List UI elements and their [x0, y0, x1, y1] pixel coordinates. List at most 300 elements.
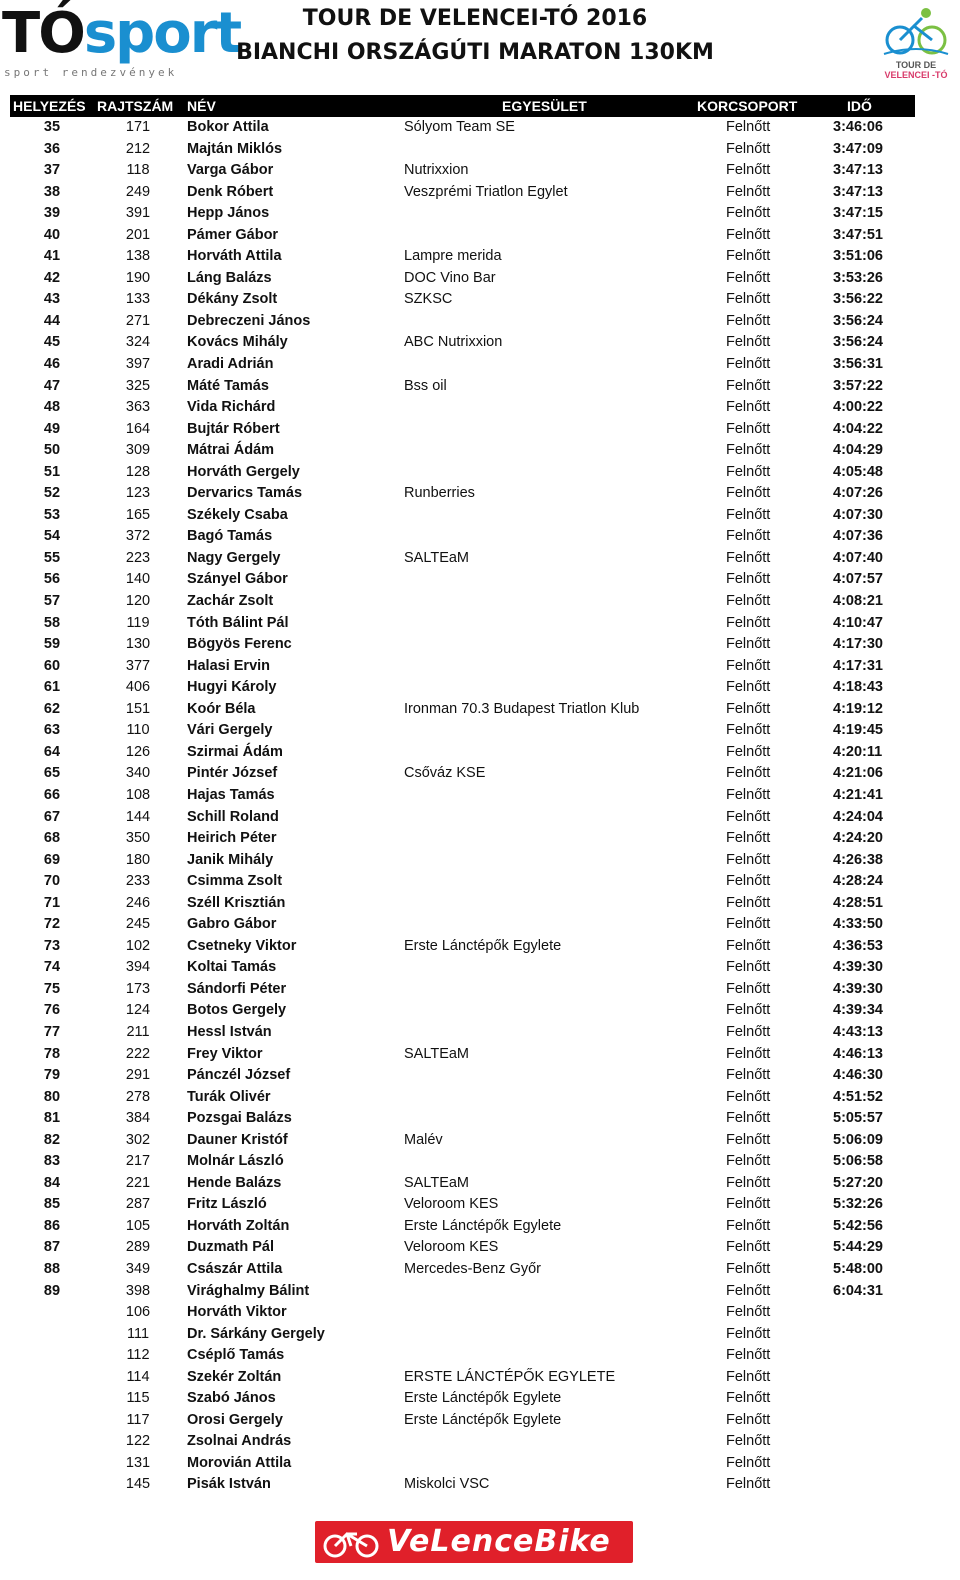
cell-time: 4:07:36	[833, 528, 883, 545]
cell-category: Felnőtt	[726, 571, 771, 588]
cell-bib-number: 164	[125, 420, 151, 437]
cell-position: 75	[43, 980, 61, 997]
cell-category: Felnőtt	[726, 485, 771, 502]
cell-time: 4:24:04	[833, 808, 883, 825]
cell-category: Felnőtt	[726, 269, 771, 286]
tosport-logo-wordmark	[2, 1, 241, 66]
cell-bib-number: 384	[125, 1110, 151, 1127]
cell-name: Sándorfi Péter	[187, 980, 287, 997]
cell-name: Varga Gábor	[187, 162, 274, 179]
results-table-body	[0, 117, 960, 1496]
cell-category: Felnőtt	[726, 1131, 771, 1148]
cell-time: 4:00:22	[833, 399, 883, 416]
cell-position: 55	[43, 549, 61, 566]
cell-name: Pánczél József	[187, 1067, 291, 1084]
tour-de-velencei-to-logo	[876, 4, 956, 80]
cell-position: 43	[43, 291, 61, 308]
cell-category: Felnőtt	[726, 1174, 771, 1191]
cell-name: Frey Viktor	[187, 1045, 263, 1062]
cell-time: 4:05:48	[833, 463, 883, 480]
table-row	[0, 1453, 960, 1475]
cell-name: Hajas Tamás	[187, 786, 275, 803]
logo-right-line2: VELENCEI -TÓ	[884, 70, 948, 80]
table-row	[0, 483, 960, 505]
cell-bib-number: 102	[125, 937, 151, 954]
table-row	[0, 1108, 960, 1130]
col-header-bib: RAJTSZÁM	[97, 98, 174, 114]
cell-category: Felnőtt	[726, 808, 771, 825]
table-header	[10, 95, 915, 117]
logo-word-blue: sport	[83, 1, 241, 66]
cell-club: Malév	[404, 1131, 443, 1148]
cell-name: Hessl István	[187, 1023, 272, 1040]
logo-subtitle: sport rendezvények	[4, 66, 178, 79]
cell-position: 60	[43, 657, 61, 674]
cell-bib-number: 173	[125, 980, 151, 997]
cell-category: Felnőtt	[726, 765, 771, 782]
cell-category: Felnőtt	[726, 442, 771, 459]
cell-position: 77	[43, 1023, 61, 1040]
table-row	[0, 720, 960, 742]
cell-name: Kovács Mihály	[187, 334, 288, 351]
cell-name: Bujtár Róbert	[187, 420, 280, 437]
cell-bib-number: 233	[125, 873, 151, 890]
cell-position: 80	[43, 1088, 61, 1105]
table-row	[0, 397, 960, 419]
col-header-time: IDŐ	[847, 98, 872, 114]
cell-bib-number: 151	[125, 700, 151, 717]
table-row	[0, 1259, 960, 1281]
table-row	[0, 1410, 960, 1432]
cell-bib-number: 105	[125, 1217, 151, 1234]
cell-position: 54	[43, 528, 61, 545]
cell-bib-number: 309	[125, 442, 151, 459]
table-row	[0, 225, 960, 247]
cell-time: 5:05:57	[833, 1110, 883, 1127]
table-row	[0, 1087, 960, 1109]
cell-time: 4:24:20	[833, 830, 883, 847]
table-row	[0, 462, 960, 484]
table-row	[0, 1367, 960, 1389]
table-row	[0, 569, 960, 591]
cell-time: 5:42:56	[833, 1217, 883, 1234]
cell-name: Morovián Attila	[187, 1454, 292, 1471]
cell-time: 4:08:21	[833, 593, 883, 610]
cell-time: 4:39:30	[833, 980, 883, 997]
cell-bib-number: 122	[125, 1433, 151, 1450]
cell-time: 4:07:26	[833, 485, 883, 502]
table-row	[0, 634, 960, 656]
cell-position: 49	[43, 420, 61, 437]
cell-position: 38	[43, 183, 61, 200]
table-row	[0, 699, 960, 721]
page-title: TOUR DE VELENCEI-TÓ 2016	[302, 6, 648, 31]
cell-name: Fritz László	[187, 1196, 267, 1213]
cell-name: Virághalmy Bálint	[187, 1282, 310, 1299]
cell-position: 45	[43, 334, 61, 351]
cell-category: Felnőtt	[726, 1067, 771, 1084]
cell-time: 4:51:52	[833, 1088, 883, 1105]
cell-name: Koltai Tamás	[187, 959, 277, 976]
cell-name: Majtán Miklós	[187, 140, 283, 157]
col-header-name: NÉV	[187, 98, 216, 114]
cell-category: Felnőtt	[726, 399, 771, 416]
cell-position: 39	[43, 205, 61, 222]
cell-name: Botos Gergely	[187, 1002, 287, 1019]
cell-category: Felnőtt	[726, 1347, 771, 1364]
cell-time: 4:17:31	[833, 657, 883, 674]
cell-category: Felnőtt	[726, 205, 771, 222]
cell-category: Felnőtt	[726, 700, 771, 717]
col-header-position: HELYEZÉS	[13, 98, 86, 114]
table-row	[0, 914, 960, 936]
cell-category: Felnőtt	[726, 679, 771, 696]
table-row	[0, 1474, 960, 1496]
cell-name: Hepp János	[187, 205, 270, 222]
cell-category: Felnőtt	[726, 377, 771, 394]
col-header-category: KORCSOPORT	[697, 98, 798, 114]
cell-category: Felnőtt	[726, 1110, 771, 1127]
cell-bib-number: 221	[125, 1174, 151, 1191]
cell-category: Felnőtt	[726, 894, 771, 911]
cell-bib-number: 111	[126, 1325, 150, 1342]
table-row	[0, 376, 960, 398]
table-row	[0, 1000, 960, 1022]
cell-time: 4:21:06	[833, 765, 883, 782]
bicycle-icon	[321, 1524, 383, 1560]
table-row	[0, 440, 960, 462]
table-row	[0, 1065, 960, 1087]
cell-bib-number: 140	[125, 571, 151, 588]
table-row	[0, 289, 960, 311]
cell-bib-number: 391	[125, 205, 151, 222]
cell-time: 4:46:30	[833, 1067, 883, 1084]
table-row	[0, 311, 960, 333]
table-row	[0, 591, 960, 613]
cell-time: 4:43:13	[833, 1023, 883, 1040]
cell-position: 36	[43, 140, 61, 157]
cell-bib-number: 110	[126, 722, 150, 739]
cell-time: 5:06:09	[833, 1131, 883, 1148]
cell-name: Csimma Zsolt	[187, 873, 283, 890]
cell-category: Felnőtt	[726, 528, 771, 545]
table-row	[0, 1173, 960, 1195]
cell-name: Dékány Zsolt	[187, 291, 278, 308]
table-row	[0, 1216, 960, 1238]
cell-name: Heirich Péter	[187, 830, 277, 847]
cell-club: SALTEaM	[404, 1174, 470, 1191]
cell-time: 4:33:50	[833, 916, 883, 933]
cell-position: 53	[43, 506, 61, 523]
cell-category: Felnőtt	[726, 506, 771, 523]
cell-bib-number: 271	[125, 312, 151, 329]
table-row	[0, 1237, 960, 1259]
cell-time: 4:36:53	[833, 937, 883, 954]
cell-position: 81	[43, 1110, 61, 1127]
cell-position: 41	[43, 248, 61, 265]
cell-position: 52	[43, 485, 61, 502]
cell-bib-number: 212	[125, 140, 151, 157]
cell-position: 65	[43, 765, 61, 782]
table-row	[0, 1194, 960, 1216]
table-row	[0, 332, 960, 354]
cell-category: Felnőtt	[726, 226, 771, 243]
cell-position: 48	[43, 399, 61, 416]
cell-club: Erste Lánctépők Egylete	[404, 937, 562, 954]
cell-club: SALTEaM	[404, 549, 470, 566]
table-row	[0, 893, 960, 915]
table-row	[0, 1431, 960, 1453]
cell-club: Lampre merida	[404, 248, 502, 265]
cell-bib-number: 377	[125, 657, 151, 674]
cell-bib-number: 325	[125, 377, 151, 394]
cell-bib-number: 120	[125, 593, 151, 610]
table-row	[0, 526, 960, 548]
cell-position: 35	[43, 119, 61, 135]
cell-position: 47	[43, 377, 61, 394]
cell-category: Felnőtt	[726, 1045, 771, 1062]
cell-name: Láng Balázs	[187, 269, 272, 286]
cell-bib-number: 165	[125, 506, 151, 523]
table-row	[0, 1302, 960, 1324]
cell-club: Mercedes-Benz Győr	[404, 1260, 541, 1277]
cell-club: Bss oil	[404, 377, 447, 394]
table-row	[0, 828, 960, 850]
cell-bib-number: 138	[125, 248, 151, 265]
cell-position: 68	[43, 830, 61, 847]
cell-bib-number: 302	[125, 1131, 151, 1148]
cell-category: Felnőtt	[726, 1282, 771, 1299]
cell-category: Felnőtt	[726, 593, 771, 610]
cell-time: 3:47:51	[833, 226, 883, 243]
table-row	[0, 160, 960, 182]
cell-category: Felnőtt	[726, 1304, 771, 1321]
cell-club: SALTEaM	[404, 1045, 470, 1062]
table-row	[0, 936, 960, 958]
cell-time: 4:20:11	[833, 743, 883, 760]
cell-name: Horváth Gergely	[187, 463, 300, 480]
cell-bib-number: 340	[125, 765, 151, 782]
cell-position: 40	[43, 226, 61, 243]
cell-bib-number: 349	[125, 1260, 151, 1277]
cell-name: Császár Attila	[187, 1260, 283, 1277]
cell-category: Felnőtt	[726, 1217, 771, 1234]
cell-position: 76	[43, 1002, 61, 1019]
cell-name: Horváth Viktor	[187, 1304, 287, 1321]
cell-name: Denk Róbert	[187, 183, 274, 200]
tosport-logo	[2, 1, 241, 82]
cell-category: Felnőtt	[726, 980, 771, 997]
cyclist-icon	[876, 4, 956, 60]
cell-bib-number: 223	[125, 549, 151, 566]
cell-bib-number: 112	[126, 1347, 150, 1364]
cell-time: 4:04:29	[833, 442, 883, 459]
cell-bib-number: 406	[125, 679, 151, 696]
cell-bib-number: 106	[125, 1304, 151, 1321]
table-row	[0, 850, 960, 872]
logo-right-line1: TOUR DE	[895, 60, 937, 70]
cell-name: Bögyös Ferenc	[187, 636, 292, 653]
cell-bib-number: 119	[126, 614, 150, 631]
col-header-club: EGYESÜLET	[502, 98, 587, 114]
cell-category: Felnőtt	[726, 614, 771, 631]
cell-position: 44	[43, 312, 61, 329]
cell-name: Vida Richárd	[187, 399, 276, 416]
cell-category: Felnőtt	[726, 162, 771, 179]
cell-position: 70	[43, 873, 61, 890]
cell-name: Horváth Attila	[187, 248, 282, 265]
table-row	[0, 979, 960, 1001]
cell-position: 88	[43, 1260, 61, 1277]
cell-bib-number: 123	[125, 485, 151, 502]
cell-category: Felnőtt	[726, 1153, 771, 1170]
cell-category: Felnőtt	[726, 1411, 771, 1428]
cell-bib-number: 398	[125, 1282, 151, 1299]
cell-time: 5:32:26	[833, 1196, 883, 1213]
cell-bib-number: 128	[125, 463, 151, 480]
cell-position: 51	[43, 463, 61, 480]
cell-club: Erste Lánctépők Egylete	[404, 1390, 562, 1407]
cell-time: 3:51:06	[833, 248, 883, 265]
cell-bib-number: 289	[125, 1239, 151, 1256]
cell-category: Felnőtt	[726, 937, 771, 954]
cell-position: 59	[43, 636, 61, 653]
cell-bib-number: 130	[125, 636, 151, 653]
cell-category: Felnőtt	[726, 873, 771, 890]
cell-club: Erste Lánctépők Egylete	[404, 1411, 562, 1428]
cell-bib-number: 124	[125, 1002, 151, 1019]
cell-bib-number: 363	[125, 399, 151, 416]
cell-category: Felnőtt	[726, 916, 771, 933]
cell-name: Tóth Bálint Pál	[187, 614, 289, 631]
cell-category: Felnőtt	[726, 1390, 771, 1407]
table-row	[0, 763, 960, 785]
cell-name: Cséplő Tamás	[187, 1347, 285, 1364]
cell-position: 50	[43, 442, 61, 459]
cell-category: Felnőtt	[726, 1088, 771, 1105]
cell-position: 61	[43, 679, 61, 696]
cell-name: Székely Csaba	[187, 506, 288, 523]
cell-name: Koór Béla	[187, 700, 256, 717]
table-row	[0, 1151, 960, 1173]
cell-time: 3:47:09	[833, 140, 883, 157]
table-row	[0, 871, 960, 893]
cell-position: 56	[43, 571, 61, 588]
cell-position: 42	[43, 269, 61, 286]
cell-club: ERSTE LÁNCTÉPŐK EGYLETE	[404, 1368, 616, 1385]
cell-time: 4:39:30	[833, 959, 883, 976]
table-row	[0, 1324, 960, 1346]
cell-club: Miskolci VSC	[404, 1476, 490, 1493]
cell-position: 84	[43, 1174, 61, 1191]
cell-name: Pozsgai Balázs	[187, 1110, 292, 1127]
cell-bib-number: 190	[125, 269, 151, 286]
cell-time: 4:18:43	[833, 679, 883, 696]
cell-category: Felnőtt	[726, 1325, 771, 1342]
cell-time: 4:07:30	[833, 506, 883, 523]
cell-time: 4:07:57	[833, 571, 883, 588]
cell-category: Felnőtt	[726, 549, 771, 566]
cell-bib-number: 287	[125, 1196, 151, 1213]
cell-position: 72	[43, 916, 61, 933]
cell-name: Szányel Gábor	[187, 571, 288, 588]
page-subtitle: BIANCHI ORSZÁGÚTI MARATON 130KM	[236, 40, 714, 65]
cell-time: 5:06:58	[833, 1153, 883, 1170]
cell-name: Máté Tamás	[187, 377, 269, 394]
cell-name: Duzmath Pál	[187, 1239, 275, 1256]
cell-category: Felnőtt	[726, 334, 771, 351]
cell-category: Felnőtt	[726, 1454, 771, 1471]
cell-time: 3:53:26	[833, 269, 883, 286]
cell-time: 4:19:12	[833, 700, 883, 717]
table-row	[0, 807, 960, 829]
cell-category: Felnőtt	[726, 291, 771, 308]
cell-time: 4:26:38	[833, 851, 883, 868]
cell-name: Orosi Gergely	[187, 1411, 283, 1428]
cell-club: Veloroom KES	[404, 1196, 499, 1213]
table-row	[0, 957, 960, 979]
cell-time: 5:44:29	[833, 1239, 883, 1256]
cell-name: Molnár László	[187, 1153, 284, 1170]
sponsor-text: VeLenceBike	[387, 1524, 611, 1559]
cell-club: Veloroom KES	[404, 1239, 499, 1256]
table-row	[0, 742, 960, 764]
cell-category: Felnőtt	[726, 1196, 771, 1213]
cell-name: Dervarics Tamás	[187, 485, 303, 502]
cell-time: 4:28:51	[833, 894, 883, 911]
cell-time: 3:47:15	[833, 205, 883, 222]
cell-name: Dauner Kristóf	[187, 1131, 288, 1148]
cell-bib-number: 108	[125, 786, 151, 803]
table-row	[0, 354, 960, 376]
cell-club: Csőváz KSE	[404, 765, 486, 782]
cell-bib-number: 245	[125, 916, 151, 933]
cell-position: 58	[43, 614, 61, 631]
cell-time: 3:56:31	[833, 356, 883, 373]
table-row	[0, 677, 960, 699]
cell-bib-number: 171	[125, 119, 151, 135]
cell-bib-number: 397	[125, 356, 151, 373]
cell-name: Mátrai Ádám	[187, 442, 275, 459]
cell-name: Bagó Tamás	[187, 528, 273, 545]
table-row	[0, 505, 960, 527]
cell-bib-number: 246	[125, 894, 151, 911]
cell-position: 63	[43, 722, 61, 739]
cell-time: 4:21:41	[833, 786, 883, 803]
cell-position: 85	[43, 1196, 61, 1213]
cell-club: Runberries	[404, 485, 475, 502]
cell-bib-number: 144	[125, 808, 151, 825]
cell-position: 82	[43, 1131, 61, 1148]
cell-category: Felnőtt	[726, 786, 771, 803]
cell-name: Szirmai Ádám	[187, 743, 283, 760]
cell-name: Debreczeni János	[187, 312, 311, 329]
table-row	[0, 1022, 960, 1044]
table-row	[0, 268, 960, 290]
table-row	[0, 1130, 960, 1152]
table-row	[0, 203, 960, 225]
table-row	[0, 1044, 960, 1066]
cell-time: 3:47:13	[833, 183, 883, 200]
cell-bib-number: 394	[125, 959, 151, 976]
cell-category: Felnőtt	[726, 743, 771, 760]
cell-category: Felnőtt	[726, 1239, 771, 1256]
cell-bib-number: 217	[125, 1153, 151, 1170]
cell-category: Felnőtt	[726, 830, 771, 847]
table-row	[0, 1345, 960, 1367]
logo-right-text	[876, 60, 956, 80]
cell-time: 5:48:00	[833, 1260, 883, 1277]
